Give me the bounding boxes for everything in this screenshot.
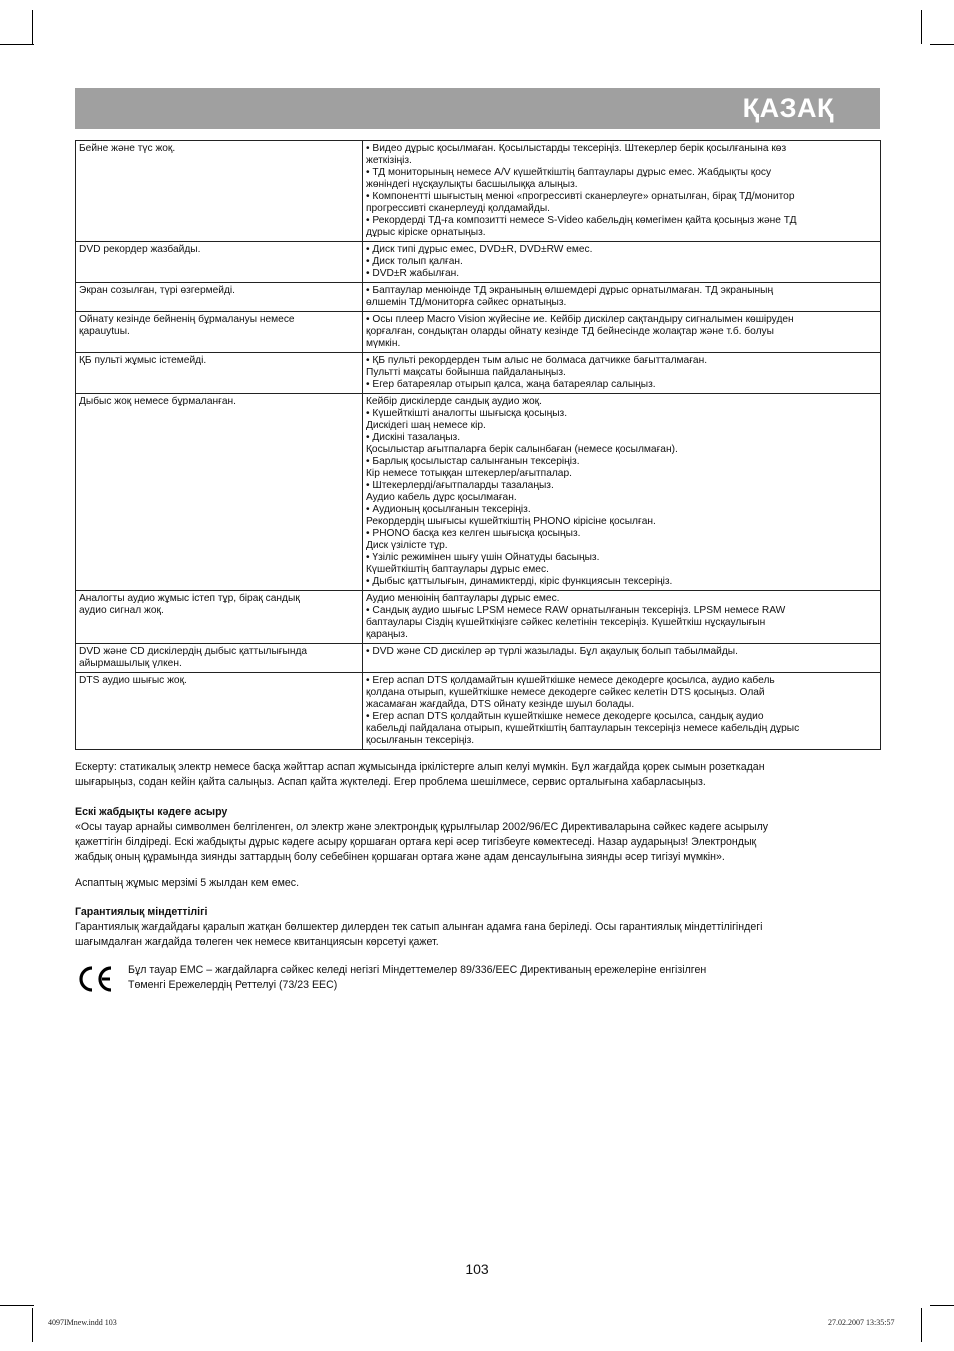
- problem-cell: [76, 242, 363, 283]
- solution-line: қараңыз.: [366, 629, 408, 640]
- crop-mark: [921, 1308, 922, 1342]
- solution-line: Рекордердің шығысы күшейткіштің PHONO кірісіне қосылған.: [366, 516, 656, 527]
- ce-line: Бұл тауар ЕМС – жағдайларға сәйкес келеді негізгі Міндеттемелер 89/336/ЕЕС Директиваның ережелеріне енгізілген: [128, 964, 707, 976]
- problem-cell: [76, 673, 363, 750]
- disposal-line: қажеттігін білдіреді. Ескі жабдықты дұрыс кәдеге асыру қоршаған ортаға кері әсер тигізбеуге көмектеседі. Назар аударыңыз! Электрондық: [75, 836, 757, 848]
- ce-mark-icon: [78, 966, 114, 992]
- problem-text: Аналогты аудио жұмыс істеп тұр, бірақ сандық: [79, 593, 300, 604]
- solution-cell: [363, 591, 881, 644]
- problem-cell: [76, 312, 363, 353]
- table-row: [76, 673, 881, 750]
- problem-text: Экран созылған, түрі өзгермейді.: [79, 285, 236, 296]
- solution-line: Кір немесе тотыққан штекерлер/ағытпалар.: [366, 468, 572, 479]
- solution-line: • Видео дұрыс қосылмаған. Қосылыстарды тексеріңіз. Штекерлер берік қосылғанына көз: [366, 143, 787, 154]
- solution-cell: [363, 673, 881, 750]
- problem-cell: [76, 591, 363, 644]
- page-number: 103: [465, 1261, 489, 1277]
- solution-line: • Сандық аудио шығыс LPSM немесе RAW орнатылғанын тексеріңіз. LPSM немесе RAW: [366, 605, 786, 616]
- problem-text: аудио сигнал жоқ.: [79, 605, 164, 616]
- solution-line: • Рекордерді ТД-ға композитті немесе S-Video кабельдің көмегімен қайта қосыңыз және ТД: [366, 215, 797, 226]
- ce-line: Төменгі Ережелердің Реттелуі (73/23 ЕЕС): [128, 979, 338, 991]
- solution-cell: [363, 242, 881, 283]
- language-header: [75, 88, 880, 129]
- solution-line: • Осы плеер Macro Vision жүйесіне ие. Кейбір дискілер сақтандыру сигналымен көшіруден: [366, 314, 794, 325]
- table-row: [76, 242, 881, 283]
- solution-line: • DVD±R жабылған.: [366, 268, 460, 279]
- solution-line: • Штекерлерді/ағытпаларды тазалаңыз.: [366, 480, 554, 491]
- problem-cell: [76, 644, 363, 673]
- problem-text: айырмашылық үлкен.: [79, 658, 182, 669]
- static-note: [75, 760, 881, 790]
- solution-line: • Аудионың қосылғанын тексеріңіз.: [366, 504, 531, 515]
- solution-cell: [363, 141, 881, 242]
- problem-cell: [76, 283, 363, 312]
- solution-line: • Диск толып қалған.: [366, 256, 463, 267]
- solution-line: жеткізіңіз.: [366, 155, 412, 166]
- solution-line: • DVD және CD дискілер әр түрлі жазылады. Бұл ақаулық болып табылмайды.: [366, 646, 738, 657]
- solution-line: • Күшейткішті аналогты шығысқа қосыңыз.: [366, 408, 568, 419]
- table-row: [76, 283, 881, 312]
- solution-line: баптаулары Сіздің күшейткіңізге сәйкес келетінін тексеріңіз. Күшейткіш нұсқаулығын: [366, 617, 766, 628]
- solution-cell: [363, 312, 881, 353]
- disposal-line: жабдық оның құрамында зиянды заттардың болу себебінен қоршаған ортаға және адам денсаулығына зиянды әсер тигізуі мүмкін».: [75, 851, 725, 863]
- solution-line: мүмкін.: [366, 338, 401, 349]
- problem-text: қараuytuы.: [79, 326, 130, 337]
- crop-mark: [32, 1308, 33, 1342]
- solution-line: • Компонентті шығыстың менюі «прогрессивті сканерлеуге» орнатылған, бірақ ТД/монитор: [366, 191, 795, 202]
- service-life-text: Аспаптың жұмыс мерзімі 5 жылдан кем емес.: [75, 877, 300, 889]
- solution-line: • ТД мониторының немесе A/V күшейткіштің баптаулары дұрыс емес. Жабдықты қосу: [366, 167, 772, 178]
- table-row: [76, 591, 881, 644]
- troubleshooting-table: [75, 140, 881, 750]
- solution-line: қосылғанын тексеріңіз.: [366, 735, 475, 746]
- problem-cell: [76, 353, 363, 394]
- solution-line: • Егер аспап DTS қолдайтын күшейткішке немесе декодерге қосылса, сандық аудио: [366, 711, 764, 722]
- solution-line: дұрыс кіріске орнатыңыз.: [366, 227, 486, 238]
- solution-line: • Баптаулар менюінде ТД экранының өлшемдері дұрыс орнатылмаған. ТД экранының: [366, 285, 774, 296]
- problem-cell: [76, 141, 363, 242]
- problem-text: Ойнату кезінде бейненің бұрмалануы немесе: [79, 314, 295, 325]
- solution-cell: [363, 644, 881, 673]
- crop-mark: [0, 1305, 34, 1306]
- warranty-line: шағымдалған жағдайда төлеген чек немесе квитанциясын көрсетуі қажет.: [75, 936, 439, 948]
- warranty-heading: Гарантиялық міндеттілігі: [75, 906, 208, 918]
- language-title: ҚАЗАҚ: [742, 93, 834, 123]
- solution-line: • Егер батареялар отырып қалса, жаңа батареялар салыңыз.: [366, 379, 656, 390]
- table-row: [76, 644, 881, 673]
- solution-line: Кейбір дискілерде сандық аудио жоқ.: [366, 396, 542, 407]
- solution-cell: [363, 353, 881, 394]
- problem-text: DVD рекордер жазбайды.: [79, 244, 201, 255]
- footer-timestamp: 27.02.2007 13:35:57: [828, 1318, 895, 1327]
- problem-text: DTS аудио шығыс жоқ.: [79, 675, 187, 686]
- problem-text: ҚБ пульті жұмыс істемейді.: [79, 355, 207, 366]
- note-line: шығарыңыз, содан кейін қайта салыңыз. Аспап қайта жүктеледі. Егер проблема шешілмесе, сервис орталығына хабарласыңыз.: [75, 776, 706, 788]
- problem-text: Бейне және түс жоқ.: [79, 143, 176, 154]
- crop-mark: [930, 44, 954, 45]
- warranty-line: Гарантиялық жағдайдағы қаралып жатқан бөлшектер дилерден тек сатып алынған адамға ғана беріледі. Осы гарантиялық міндеттілігіндегі: [75, 921, 763, 933]
- disposal-section: [75, 805, 881, 865]
- disposal-heading: Ескі жабдықты кәдеге асыру: [75, 806, 228, 818]
- solution-line: кабельді пайдалана отырып, күшейткіштің баптауларын тексеріңіз немесе кабельдің дұрыс: [366, 723, 800, 734]
- problem-text: Дыбыс жоқ немесе бұрмаланған.: [79, 396, 236, 407]
- solution-line: қорғалған, сондықтан оларды ойнату кезінде ТД бейнесінде жолақтар және т.б. болуы: [366, 326, 774, 337]
- solution-line: • Дыбыс қаттылығын, динамиктерді, кіріс функциясын тексеріңіз.: [366, 576, 673, 587]
- service-life: [75, 876, 881, 891]
- table-row: [76, 141, 881, 242]
- ce-compliance-text: [128, 963, 828, 993]
- solution-cell: [363, 394, 881, 591]
- solution-line: жасамаған жағдайда, DTS ойнату кезінде шуыл болады.: [366, 699, 635, 710]
- crop-mark: [930, 1305, 954, 1306]
- warranty-section: [75, 905, 881, 950]
- footer-file-info: 4097IMnew.indd 103: [48, 1318, 117, 1327]
- note-line: Ескерту: статикалық электр немесе басқа жәйттар аспап жұмысында іркілістерге алып келуі мүмкін. Бұл жағдайда қорек сымын розеткадан: [75, 761, 765, 773]
- solution-line: • ҚБ пульті рекордерден тым алыс не болмаса датчикке бағытталмаған.: [366, 355, 708, 366]
- solution-line: қолдана отырып, күшейткішке немесе декодерге сәйкес келетін DTS қосыңыз. Олай: [366, 687, 765, 698]
- solution-line: Күшейткіштің баптаулары дұрыс емес.: [366, 564, 549, 575]
- crop-mark: [32, 10, 33, 44]
- solution-line: прогрессивті сканерлеуді қолдамайды.: [366, 203, 550, 214]
- solution-line: өлшемін ТД/мониторға сәйкес орнатыңыз.: [366, 297, 567, 308]
- problem-text: DVD және CD дискілердің дыбыс қаттылығында: [79, 646, 308, 657]
- crop-mark: [0, 44, 34, 45]
- solution-line: • Барлық қосылыстар салынғанын тексеріңіз.: [366, 456, 580, 467]
- table-row: [76, 394, 881, 591]
- crop-mark: [921, 10, 922, 44]
- solution-line: • Дискіні тазалаңыз.: [366, 432, 461, 443]
- solution-line: Пультті мақсаты бойынша пайдаланыңыз.: [366, 367, 566, 378]
- solution-line: Дискідегі шаң немесе кір.: [366, 420, 486, 431]
- solution-line: Диск үзілісте тұр.: [366, 540, 448, 551]
- disposal-line: «Осы тауар арнайы символмен белгіленген, ол электр және электрондық құрылғылар 2002/96/EC Директиваларына сәйкес кәдеге асырылу: [75, 821, 769, 833]
- solution-line: Аудио кабель дұрс қосылмаған.: [366, 492, 517, 503]
- problem-cell: [76, 394, 363, 591]
- solution-cell: [363, 283, 881, 312]
- solution-line: Қосылыстар ағытпаларға берік салынбаған (немесе қосылмаған).: [366, 444, 678, 455]
- solution-line: Аудио менюінің баптаулары дұрыс емес.: [366, 593, 560, 604]
- solution-line: • Диск типі дұрыс емес, DVD±R, DVD±RW емес.: [366, 244, 593, 255]
- solution-line: • Үзіліс режимінен шығу үшін Ойнатуды басыңыз.: [366, 552, 600, 563]
- solution-line: жөніндегі нұсқаулықты басшылыққа алыңыз.: [366, 179, 578, 190]
- table-row: [76, 353, 881, 394]
- solution-line: • Егер аспап DTS қолдамайтын күшейткішке немесе декодерге қосылса, аудио кабель: [366, 675, 775, 686]
- table-row: [76, 312, 881, 353]
- solution-line: • PHONO басқа кез келген шығысқа қосыңыз.: [366, 528, 581, 539]
